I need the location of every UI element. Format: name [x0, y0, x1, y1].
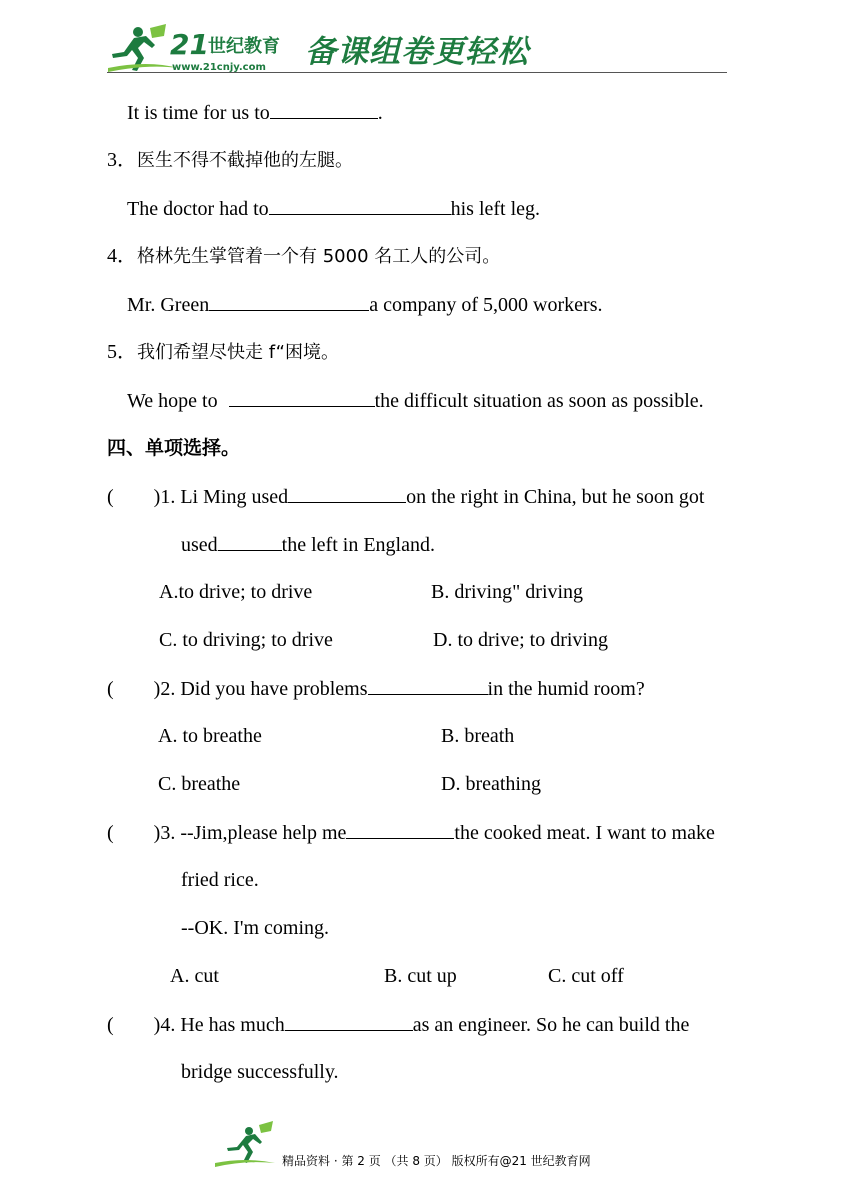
answer-bracket: ( ) [107, 486, 161, 508]
question-3-chinese [107, 148, 353, 173]
translation-line [127, 100, 383, 125]
option-b: B. cut up [384, 965, 457, 987]
mc-question-3 [107, 820, 715, 845]
answer-blank [288, 484, 406, 503]
answer-blank [269, 196, 451, 215]
option-d: D. breathing [441, 773, 541, 795]
question-5-english [127, 388, 704, 413]
question-3-english [127, 196, 540, 221]
answer-blank [270, 100, 378, 119]
section-title: 四、单项选择。 [107, 437, 241, 459]
question-text: 1. Li Ming used [160, 486, 289, 508]
question-4-english [127, 292, 602, 317]
mc-question-3-reply: --OK. I'm coming. [181, 917, 330, 939]
answer-bracket: ( ) [107, 678, 161, 700]
sentence-part: the difficult situation as soon as possible. [374, 390, 704, 412]
option-a: A. cut [170, 965, 219, 987]
logo-brand: 世纪教育 [208, 36, 280, 57]
option-c: C. to driving; to drive [159, 629, 333, 651]
section-heading [107, 436, 240, 460]
footer-logo [215, 1117, 285, 1171]
answer-bracket: ( ) [107, 1014, 161, 1036]
mc-question-4 [107, 1012, 689, 1037]
chinese-sentence: 我们希望尽快走 f“困境。 [137, 342, 339, 363]
site-logo [108, 24, 298, 76]
mc-question-2 [107, 676, 645, 701]
sentence-part: his left leg. [450, 198, 541, 220]
question-text: 3. --Jim,please help me [160, 822, 347, 844]
option-c: C. breathe [158, 773, 241, 795]
question-text: 2. Did you have problems [160, 678, 368, 700]
answer-bracket: ( ) [107, 822, 161, 844]
question-number: 4． [107, 245, 137, 267]
mc-question-1 [107, 484, 704, 509]
logo-number: 21 [170, 28, 209, 61]
question-5-chinese [107, 340, 339, 365]
option-a: A.to drive; to drive [159, 581, 313, 603]
option-a: A. to breathe [158, 725, 262, 747]
answer-blank [229, 388, 375, 407]
header-divider [107, 72, 727, 73]
sentence-part: a company of 5,000 workers. [369, 294, 603, 316]
question-number: 3． [107, 149, 137, 171]
mc-question-3-cont: fried rice. [181, 869, 259, 891]
chinese-sentence: 格林先生掌管着一个有 5000 名工人的公司。 [137, 246, 501, 267]
question-text: used [181, 534, 218, 556]
answer-blank [285, 1012, 413, 1031]
answer-blank [346, 820, 454, 839]
line-text: It is time for us to [127, 102, 270, 124]
option-d: D. to drive; to driving [433, 629, 608, 651]
question-text: in the humid room? [487, 678, 645, 700]
sentence-part: Mr. Green [127, 294, 210, 316]
sentence-part: We hope to [127, 390, 223, 412]
question-text: the left in England. [281, 534, 435, 556]
answer-blank [218, 532, 282, 551]
mc-question-4-cont: bridge successfully. [181, 1061, 339, 1083]
option-c: C. cut off [548, 965, 624, 987]
question-text: 4. He has much [160, 1014, 285, 1036]
option-b: B. breath [441, 725, 515, 747]
mc-question-1-cont [181, 532, 435, 557]
question-4-chinese [107, 244, 500, 269]
line-end: . [377, 102, 383, 124]
option-b: B. driving" driving [431, 581, 584, 603]
sentence-part: The doctor had to [127, 198, 269, 220]
chinese-sentence: 医生不得不截掉他的左腿。 [137, 150, 353, 171]
answer-blank [209, 292, 369, 311]
logo-url: www.21cnjy.com [172, 62, 266, 73]
footer-text: 精品资料 · 第 2 页 （共 8 页） 版权所有@21 世纪教育网 [282, 1154, 591, 1168]
answer-blank [368, 676, 488, 695]
header-slogan: 备课组卷更轻松 [305, 34, 529, 70]
question-number: 5． [107, 341, 137, 363]
question-text: as an engineer. So he can build the [412, 1014, 690, 1036]
question-text: on the right in China, but he soon got [406, 486, 705, 508]
question-text: the cooked meat. I want to make [454, 822, 715, 844]
